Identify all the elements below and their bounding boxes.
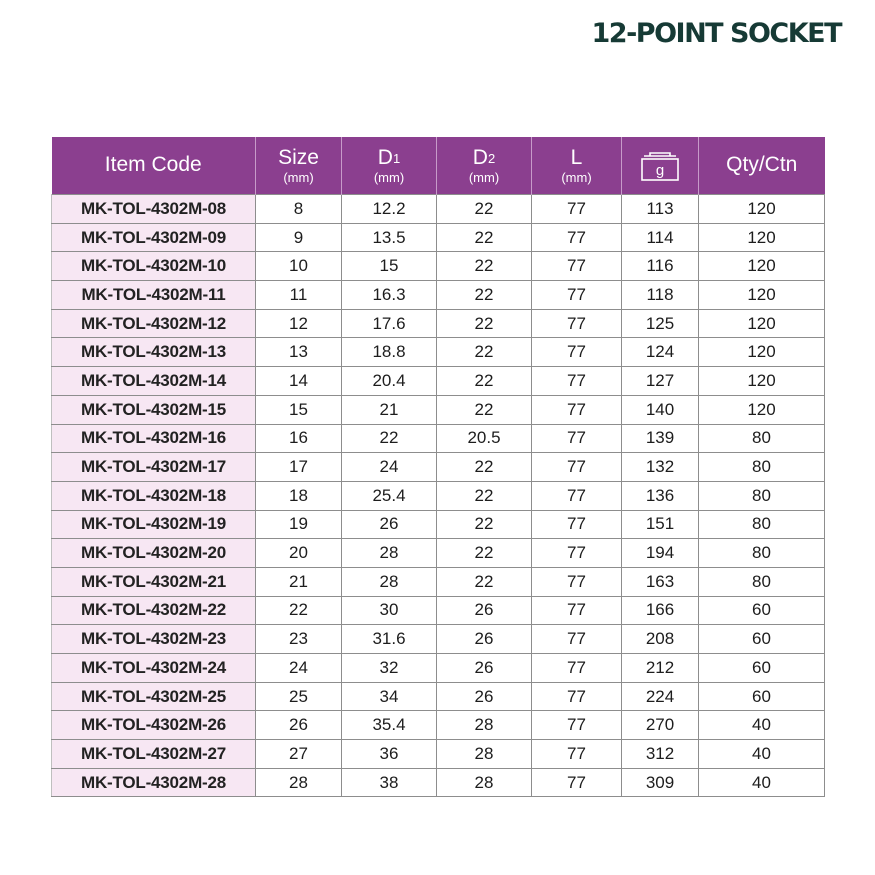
cell-item-code: MK-TOL-4302M-09	[52, 223, 256, 252]
cell-qty-ctn: 80	[699, 510, 825, 539]
cell-length: 77	[532, 367, 622, 396]
cell-length: 77	[532, 740, 622, 769]
cell-length: 77	[532, 510, 622, 539]
table-row	[52, 768, 825, 797]
cell-weight: 224	[622, 682, 699, 711]
cell-size: 11	[256, 281, 342, 310]
cell-size: 22	[256, 596, 342, 625]
cell-size: 28	[256, 768, 342, 797]
cell-d1: 30	[342, 596, 437, 625]
header-label: Qty/Ctn	[726, 153, 798, 177]
cell-d2: 26	[437, 625, 532, 654]
cell-size: 18	[256, 481, 342, 510]
cell-d1: 17.6	[342, 309, 437, 338]
table-row	[52, 711, 825, 740]
cell-d1: 34	[342, 682, 437, 711]
cell-d2: 22	[437, 281, 532, 310]
cell-qty-ctn: 80	[699, 453, 825, 482]
header-item-code	[52, 137, 256, 195]
cell-d2: 28	[437, 711, 532, 740]
cell-qty-ctn: 120	[699, 338, 825, 367]
header-unit: (mm)	[468, 169, 500, 185]
table-row	[52, 625, 825, 654]
cell-d2: 26	[437, 596, 532, 625]
cell-item-code: MK-TOL-4302M-14	[52, 367, 256, 396]
cell-d2: 22	[437, 567, 532, 596]
cell-qty-ctn: 120	[699, 281, 825, 310]
cell-weight: 139	[622, 424, 699, 453]
cell-d1: 28	[342, 539, 437, 568]
cell-length: 77	[532, 625, 622, 654]
cell-weight: 270	[622, 711, 699, 740]
cell-qty-ctn: 120	[699, 223, 825, 252]
cell-d2: 28	[437, 740, 532, 769]
cell-length: 77	[532, 654, 622, 683]
cell-qty-ctn: 80	[699, 539, 825, 568]
table-row	[52, 682, 825, 711]
table-row	[52, 395, 825, 424]
cell-d2: 22	[437, 481, 532, 510]
cell-weight: 116	[622, 252, 699, 281]
cell-weight: 166	[622, 596, 699, 625]
header-size	[256, 137, 342, 195]
cell-weight: 140	[622, 395, 699, 424]
cell-length: 77	[532, 481, 622, 510]
table-row	[52, 252, 825, 281]
cell-d1: 22	[342, 424, 437, 453]
cell-size: 23	[256, 625, 342, 654]
cell-item-code: MK-TOL-4302M-27	[52, 740, 256, 769]
cell-size: 12	[256, 309, 342, 338]
table-row	[52, 453, 825, 482]
table-row	[52, 367, 825, 396]
cell-size: 24	[256, 654, 342, 683]
table-row	[52, 195, 825, 224]
cell-weight: 114	[622, 223, 699, 252]
header-subscript: 1	[392, 150, 401, 166]
cell-qty-ctn: 120	[699, 395, 825, 424]
cell-weight: 136	[622, 481, 699, 510]
header-row	[52, 137, 825, 195]
cell-d1: 32	[342, 654, 437, 683]
cell-size: 8	[256, 195, 342, 224]
table-row	[52, 567, 825, 596]
cell-d1: 16.3	[342, 281, 437, 310]
header-label: Item Code	[104, 153, 202, 177]
cell-size: 25	[256, 682, 342, 711]
cell-length: 77	[532, 424, 622, 453]
cell-qty-ctn: 40	[699, 711, 825, 740]
cell-length: 77	[532, 768, 622, 797]
cell-qty-ctn: 120	[699, 195, 825, 224]
table-header	[52, 137, 825, 195]
cell-d2: 26	[437, 682, 532, 711]
table-row	[52, 338, 825, 367]
cell-length: 77	[532, 711, 622, 740]
header-qty-ctn	[699, 137, 825, 195]
table-row	[52, 223, 825, 252]
cell-qty-ctn: 60	[699, 625, 825, 654]
cell-d2: 22	[437, 395, 532, 424]
cell-qty-ctn: 60	[699, 654, 825, 683]
cell-item-code: MK-TOL-4302M-28	[52, 768, 256, 797]
cell-item-code: MK-TOL-4302M-11	[52, 281, 256, 310]
cell-d1: 20.4	[342, 367, 437, 396]
cell-weight: 194	[622, 539, 699, 568]
cell-d2: 22	[437, 453, 532, 482]
cell-size: 21	[256, 567, 342, 596]
cell-length: 77	[532, 596, 622, 625]
cell-d1: 18.8	[342, 338, 437, 367]
cell-weight: 312	[622, 740, 699, 769]
cell-item-code: MK-TOL-4302M-20	[52, 539, 256, 568]
cell-d1: 28	[342, 567, 437, 596]
cell-d1: 15	[342, 252, 437, 281]
table-row	[52, 539, 825, 568]
cell-qty-ctn: 40	[699, 768, 825, 797]
cell-qty-ctn: 60	[699, 596, 825, 625]
table-body	[52, 195, 825, 797]
cell-length: 77	[532, 453, 622, 482]
cell-item-code: MK-TOL-4302M-12	[52, 309, 256, 338]
cell-d2: 20.5	[437, 424, 532, 453]
cell-weight: 151	[622, 510, 699, 539]
cell-d2: 28	[437, 768, 532, 797]
table-row	[52, 281, 825, 310]
cell-d1: 26	[342, 510, 437, 539]
cell-item-code: MK-TOL-4302M-08	[52, 195, 256, 224]
cell-size: 13	[256, 338, 342, 367]
cell-weight: 212	[622, 654, 699, 683]
cell-d1: 25.4	[342, 481, 437, 510]
cell-d1: 36	[342, 740, 437, 769]
cell-size: 27	[256, 740, 342, 769]
cell-item-code: MK-TOL-4302M-24	[52, 654, 256, 683]
cell-weight: 113	[622, 195, 699, 224]
spec-table	[51, 137, 825, 797]
cell-weight: 132	[622, 453, 699, 482]
cell-item-code: MK-TOL-4302M-10	[52, 252, 256, 281]
cell-d2: 22	[437, 223, 532, 252]
cell-qty-ctn: 80	[699, 481, 825, 510]
table-row	[52, 740, 825, 769]
cell-item-code: MK-TOL-4302M-19	[52, 510, 256, 539]
cell-d1: 12.2	[342, 195, 437, 224]
table-row	[52, 654, 825, 683]
cell-length: 77	[532, 567, 622, 596]
table-row	[52, 309, 825, 338]
cell-size: 19	[256, 510, 342, 539]
header-d2	[437, 137, 532, 195]
cell-d2: 22	[437, 309, 532, 338]
cell-d1: 35.4	[342, 711, 437, 740]
cell-size: 17	[256, 453, 342, 482]
cell-weight: 163	[622, 567, 699, 596]
header-weight	[622, 137, 699, 195]
cell-d2: 22	[437, 252, 532, 281]
cell-item-code: MK-TOL-4302M-23	[52, 625, 256, 654]
cell-d1: 13.5	[342, 223, 437, 252]
cell-size: 9	[256, 223, 342, 252]
cell-item-code: MK-TOL-4302M-21	[52, 567, 256, 596]
cell-qty-ctn: 40	[699, 740, 825, 769]
cell-size: 16	[256, 424, 342, 453]
cell-d2: 26	[437, 654, 532, 683]
header-d1	[342, 137, 437, 195]
cell-d2: 22	[437, 338, 532, 367]
table-row	[52, 596, 825, 625]
table-row	[52, 510, 825, 539]
header-label	[342, 147, 436, 169]
cell-item-code: MK-TOL-4302M-18	[52, 481, 256, 510]
page-title: 12-POINT SOCKET	[591, 18, 841, 49]
cell-qty-ctn: 120	[699, 367, 825, 396]
cell-size: 10	[256, 252, 342, 281]
cell-length: 77	[532, 338, 622, 367]
header-unit: (mm)	[283, 169, 314, 185]
cell-d2: 22	[437, 539, 532, 568]
cell-weight: 127	[622, 367, 699, 396]
header-subscript: 2	[487, 150, 496, 166]
cell-weight: 309	[622, 768, 699, 797]
cell-d1: 38	[342, 768, 437, 797]
cell-item-code: MK-TOL-4302M-26	[52, 711, 256, 740]
header-unit: (mm)	[373, 169, 405, 185]
cell-length: 77	[532, 252, 622, 281]
cell-size: 14	[256, 367, 342, 396]
cell-length: 77	[532, 223, 622, 252]
cell-length: 77	[532, 281, 622, 310]
cell-d1: 24	[342, 453, 437, 482]
cell-size: 15	[256, 395, 342, 424]
weight-icon	[638, 150, 682, 182]
cell-length: 77	[532, 195, 622, 224]
cell-length: 77	[532, 539, 622, 568]
cell-d1: 21	[342, 395, 437, 424]
cell-qty-ctn: 120	[699, 309, 825, 338]
header-letter: D	[472, 145, 488, 169]
header-letter: D	[377, 145, 393, 169]
header-length	[532, 137, 622, 195]
cell-qty-ctn: 80	[699, 567, 825, 596]
cell-item-code: MK-TOL-4302M-17	[52, 453, 256, 482]
cell-d2: 22	[437, 367, 532, 396]
table-row	[52, 481, 825, 510]
cell-weight: 125	[622, 309, 699, 338]
cell-length: 77	[532, 395, 622, 424]
table-row	[52, 424, 825, 453]
cell-d2: 22	[437, 195, 532, 224]
cell-weight: 124	[622, 338, 699, 367]
weight-unit-text: g	[655, 161, 665, 179]
header-label	[437, 147, 531, 169]
header-label: L	[570, 145, 583, 169]
cell-item-code: MK-TOL-4302M-16	[52, 424, 256, 453]
cell-item-code: MK-TOL-4302M-22	[52, 596, 256, 625]
header-unit: (mm)	[561, 169, 592, 185]
cell-weight: 118	[622, 281, 699, 310]
cell-size: 20	[256, 539, 342, 568]
cell-item-code: MK-TOL-4302M-15	[52, 395, 256, 424]
cell-item-code: MK-TOL-4302M-25	[52, 682, 256, 711]
cell-length: 77	[532, 682, 622, 711]
header-label: Size	[278, 145, 319, 169]
cell-d2: 22	[437, 510, 532, 539]
cell-d1: 31.6	[342, 625, 437, 654]
cell-qty-ctn: 80	[699, 424, 825, 453]
cell-length: 77	[532, 309, 622, 338]
cell-weight: 208	[622, 625, 699, 654]
cell-item-code: MK-TOL-4302M-13	[52, 338, 256, 367]
cell-qty-ctn: 60	[699, 682, 825, 711]
cell-qty-ctn: 120	[699, 252, 825, 281]
cell-size: 26	[256, 711, 342, 740]
